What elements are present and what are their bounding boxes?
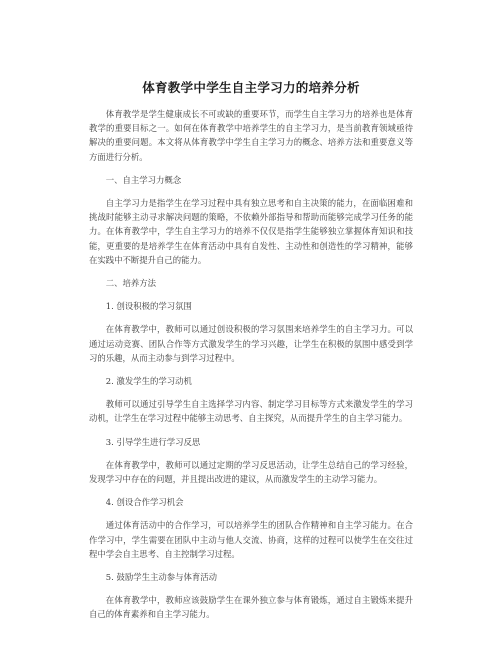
method-body-2: 教师可以通过引导学生自主选择学习内容、制定学习目标等方式来激发学生的学习动机，让学生在学习过程中能够主动思考、自主探究，从而提升学生的自主学习能力。 [89, 399, 413, 424]
method-heading-5: 5. 鼓励学生主动参与体育活动 [105, 572, 217, 583]
method-heading-2: 2. 激发学生的学习动机 [105, 376, 192, 387]
method-body-5: 在体育教学中，教师应该鼓励学生在课外独立参与体育锻炼，通过自主锻炼来提升自己的体育素养和自主学习能力。 [89, 595, 413, 620]
method-body-3: 在体育教学中，教师可以通过定期的学习反思活动，让学生总结自己的学习经验，发现学习中存在的问题，并且提出改进的建议，从而激发学生的主动学习能力。 [89, 459, 413, 485]
method-heading-3: 3. 引导学生进行学习反思 [105, 436, 201, 447]
section-heading-methods: 二、培养方法 [105, 278, 157, 289]
method-body-4: 通过体育活动中的合作学习，可以培养学生的团队合作精神和自主学习能力。在合作学习中，学生需要在团队中主动与他人交流、协商，这样的过程可以使学生在交往过程中学会自主思考、自主控制学习过程。 [89, 520, 413, 559]
section-heading-concept: 一、自主学习力概念 [105, 174, 182, 185]
document-title: 体育教学中学生自主学习力的培养分析 [142, 80, 360, 95]
section-body-concept: 自主学习力是指学生在学习过程中具有独立思考和自主决策的能力，在面临困难和挑战时能够主动寻求解决问题的策略，不依赖外部指导和帮助而能够完成学习任务的能力。在体育教学中，学生自主学习力的培养不仅仅是指学生能够独立掌握体育知识和技能，更重要的是培养学生在体育活动中具有自发性、主动性和创造性的学习精神，能够在实践中不断提升自己的能力。 [89, 198, 413, 265]
method-body-1: 在体育教学中，教师可以通过创设积极的学习氛围来培养学生的自主学习力。可以通过运动竞赛、团队合作等方式激发学生的学习兴趣，让学生在积极的氛围中感受到学习的乐趣，从而主动参与到学习过程中。 [89, 324, 413, 363]
method-heading-1: 1. 创设积极的学习氛围 [105, 301, 192, 312]
intro-paragraph: 体育教学是学生健康成长不可或缺的重要环节，而学生自主学习力的培养也是体育教学的重要目标之一。如何在体育教学中培养学生的自主学习力，是当前教育领域亟待解决的重要问题。本文将从体育教学中学生自主学习力的概念、培养方法和重要意义等方面进行分析。 [89, 109, 413, 162]
method-heading-4: 4. 创设合作学习机会 [105, 497, 184, 508]
